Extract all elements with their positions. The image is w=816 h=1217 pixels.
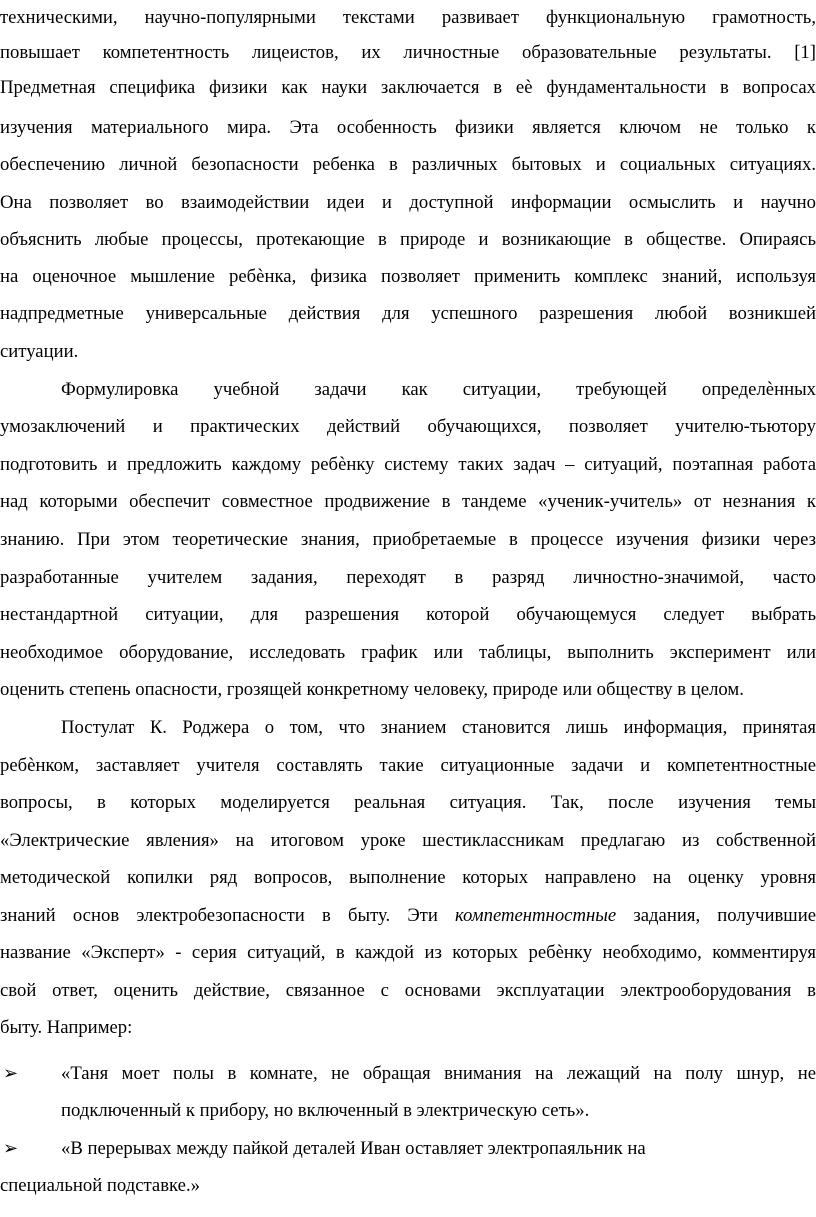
text-run: задания, получившие [616, 905, 816, 926]
text-line: умозаключений и практических действий обучающихся, позволяет учителю-тьютору [0, 416, 816, 437]
bullet-text-line: специальной подставке.» [0, 1175, 200, 1196]
text-line: Предметная специфика физики как науки заключается в еѐ фундаментальности в вопросах [0, 77, 816, 98]
text-line: «Электрические явления» на итоговом уроке шестиклассникам предлагаю из собственной [0, 830, 816, 851]
text-line-last: ситуации. [0, 341, 79, 362]
text-line: над которыми обеспечит совместное продвижение в тандеме «ученик-учитель» от незнания к [0, 491, 816, 512]
text-line: свой ответ, оценить действие, связанное с основами эксплуатации электрооборудования в [0, 980, 816, 1001]
text-line: вопросы, в которых моделируется реальная ситуация. Так, после изучения темы [0, 792, 816, 813]
text-line: изучения материального мира. Эта особенность физики является ключом не только к [0, 117, 816, 138]
text-line-first: Постулат К. Роджера о том, что знанием становится лишь информация, принятая [61, 717, 816, 738]
text-line: на оценочное мышление ребѐнка, физика позволяет применить комплекс знаний, используя [0, 266, 816, 287]
arrow-bullet-icon: ➢ [3, 1063, 19, 1084]
text-line-with-emphasis [0, 904, 816, 928]
text-run: знаний основ электробезопасности в быту. Эти [0, 905, 456, 926]
bullet-text-line: подключенный к прибору, но включенный в электрическую сеть». [61, 1100, 590, 1121]
bullet-text-line: «В перерывах между пайкой деталей Иван оставляет электропаяльник на [61, 1138, 646, 1159]
text-line: название «Эксперт» - серия ситуаций, в каждой из которых ребѐнку необходимо, комментируя [0, 942, 816, 963]
text-line: повышает компетентность лицеистов, их личностные образовательные результаты. [1] [0, 42, 816, 63]
text-line: разработанные учителем задания, переходят в разряд личностно-значимой, часто [0, 567, 816, 588]
text-line: надпредметные универсальные действия для успешного разрешения любой возникшей [0, 303, 816, 324]
bullet-text-line: «Таня моет полы в комнате, не обращая внимания на лежащий на полу шнур, не [61, 1063, 816, 1084]
text-line: техническими, научно-популярными текстами развивает функциональную грамотность, [0, 7, 816, 28]
text-line: подготовить и предложить каждому ребѐнку систему таких задач – ситуаций, поэтапная работа [0, 454, 816, 475]
text-line: объяснить любые процессы, протекающие в природе и возникающие в обществе. Опираясь [0, 229, 816, 250]
text-line-last: оценить степень опасности, грозящей конкретному человеку, природе или обществу в целом. [0, 679, 744, 700]
text-line: нестандартной ситуации, для разрешения которой обучающемуся следует выбрать [0, 604, 816, 625]
text-line-last: быту. Например: [0, 1017, 133, 1038]
text-line: необходимое оборудование, исследовать график или таблицы, выполнить эксперимент или [0, 642, 816, 663]
emphasis-word: компетентностные [455, 905, 617, 926]
text-line: методической копилки ряд вопросов, выполнение которых направлено на оценку уровня [0, 867, 816, 888]
text-line: знанию. При этом теоретические знания, приобретаемые в процессе изучения физики через [0, 529, 816, 550]
text-line: ребѐнком, заставляет учителя составлять такие ситуационные задачи и компетентностные [0, 755, 816, 776]
text-line-first: Формулировка учебной задачи как ситуации, требующей определѐнных [61, 379, 816, 400]
text-line: обеспечению личной безопасности ребенка в различных бытовых и социальных ситуациях. [0, 154, 816, 175]
arrow-bullet-icon: ➢ [3, 1138, 19, 1159]
text-line: Она позволяет во взаимодействии идеи и доступной информации осмыслить и научно [0, 192, 816, 213]
